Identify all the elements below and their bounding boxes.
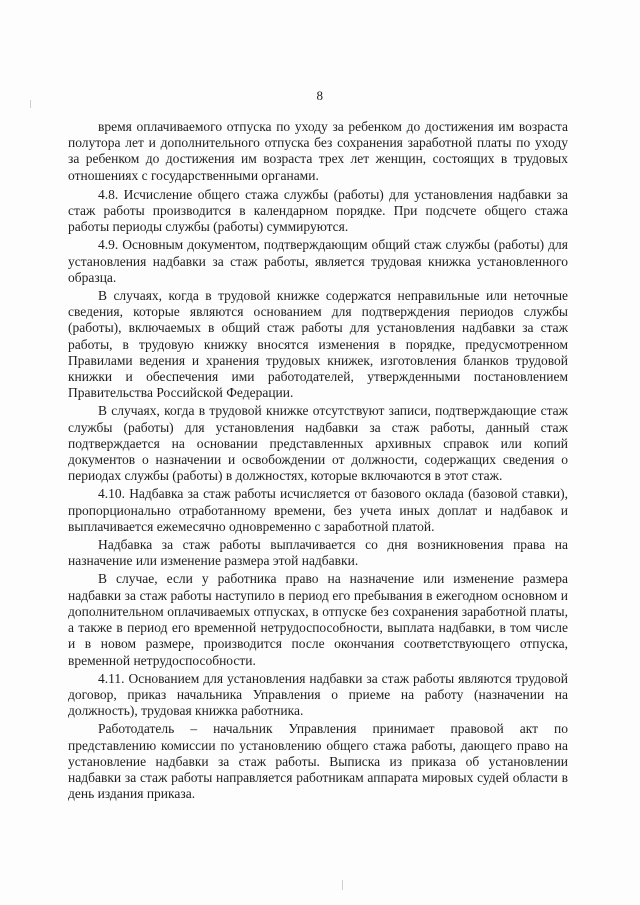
paragraph-incorrect-records: В случаях, когда в трудовой книжке содержатся неправильные или неточные сведения, которые являются основанием для подтверждения периодов службы (работы), включаемых в общий стаж работы для установления надбавки за стаж работы, в трудовую книжку вносятся изменения в порядке, предусмотренном Правилами ведения и хранения трудовых книжек, изготовления бланков трудовой книжки и обеспечения ими работодателей, утвержденными постановлением Правительства Российской Федерации. <box>68 288 568 401</box>
paragraph-leave-case: В случае, если у работника право на назначение или изменение размера надбавки за стаж работы наступило в период его пребывания в ежегодном основном и дополнительном оплачиваемых отпусках, в отпуске без сохранения заработной платы, а также в период его временной нетрудоспособности, выплата надбавки, в том числе и в новом размере, производится после окончания соответствующего отпуска, временной нетрудоспособности. <box>68 571 568 668</box>
paragraph-payment-start: Надбавка за стаж работы выплачивается со дня возникновения права на назначение или изменение размера этой надбавки. <box>68 537 568 569</box>
document-body <box>68 119 568 802</box>
paragraph-4-11: 4.11. Основанием для установления надбавки за стаж работы являются трудовой договор, приказ начальника Управления о приеме на работу (назначении на должность), трудовая книжка работника. <box>68 670 568 719</box>
scan-mark-bottom <box>342 880 343 890</box>
paragraph-4-8: 4.8. Исчисление общего стажа службы (работы) для установления надбавки за стаж работы производится в календарном порядке. При подсчете общего стажа работы периоды службы (работы) суммируются. <box>68 186 568 235</box>
page-number: 8 <box>316 88 324 103</box>
paragraph-missing-records: В случаях, когда в трудовой книжке отсутствуют записи, подтверждающие стаж службы (работы) для установления надбавки за стаж работы, данный стаж подтверждается на основании представленных архивных справок или копий документов о назначении и освобождении от должности, содержащих сведения о периодах службы (работы) в должностях, которые включаются в этот стаж. <box>68 403 568 484</box>
paragraph-4-10: 4.10. Надбавка за стаж работы исчисляется от базового оклада (базовой ставки), пропорционально отработанному времени, без учета иных доплат и надбавок и выплачивается ежемесячно одновременно с заработной платой. <box>68 486 568 534</box>
paragraph-employer-order: Работодатель – начальник Управления принимает правовой акт по представлению комиссии по установлению общего стажа работы, дающего право на установление надбавки за стаж работы. Выписка из приказа об установлении надбавки за стаж работы направляется работникам аппарата мировых судей области в день издания приказа. <box>68 721 568 802</box>
paragraph-continuation: время оплачиваемого отпуска по уходу за ребенком до достижения им возраста полутора лет и дополнительного отпуска без сохранения заработной платы по уходу за ребенком до достижения им возраста трех лет женщин, состоящих в трудовых отношениях с государственными органами. <box>68 119 568 183</box>
paragraph-4-9: 4.9. Основным документом, подтверждающим общий стаж службы (работы) для установления надбавки за стаж работы, является трудовая книжка установленного образца. <box>68 237 568 285</box>
